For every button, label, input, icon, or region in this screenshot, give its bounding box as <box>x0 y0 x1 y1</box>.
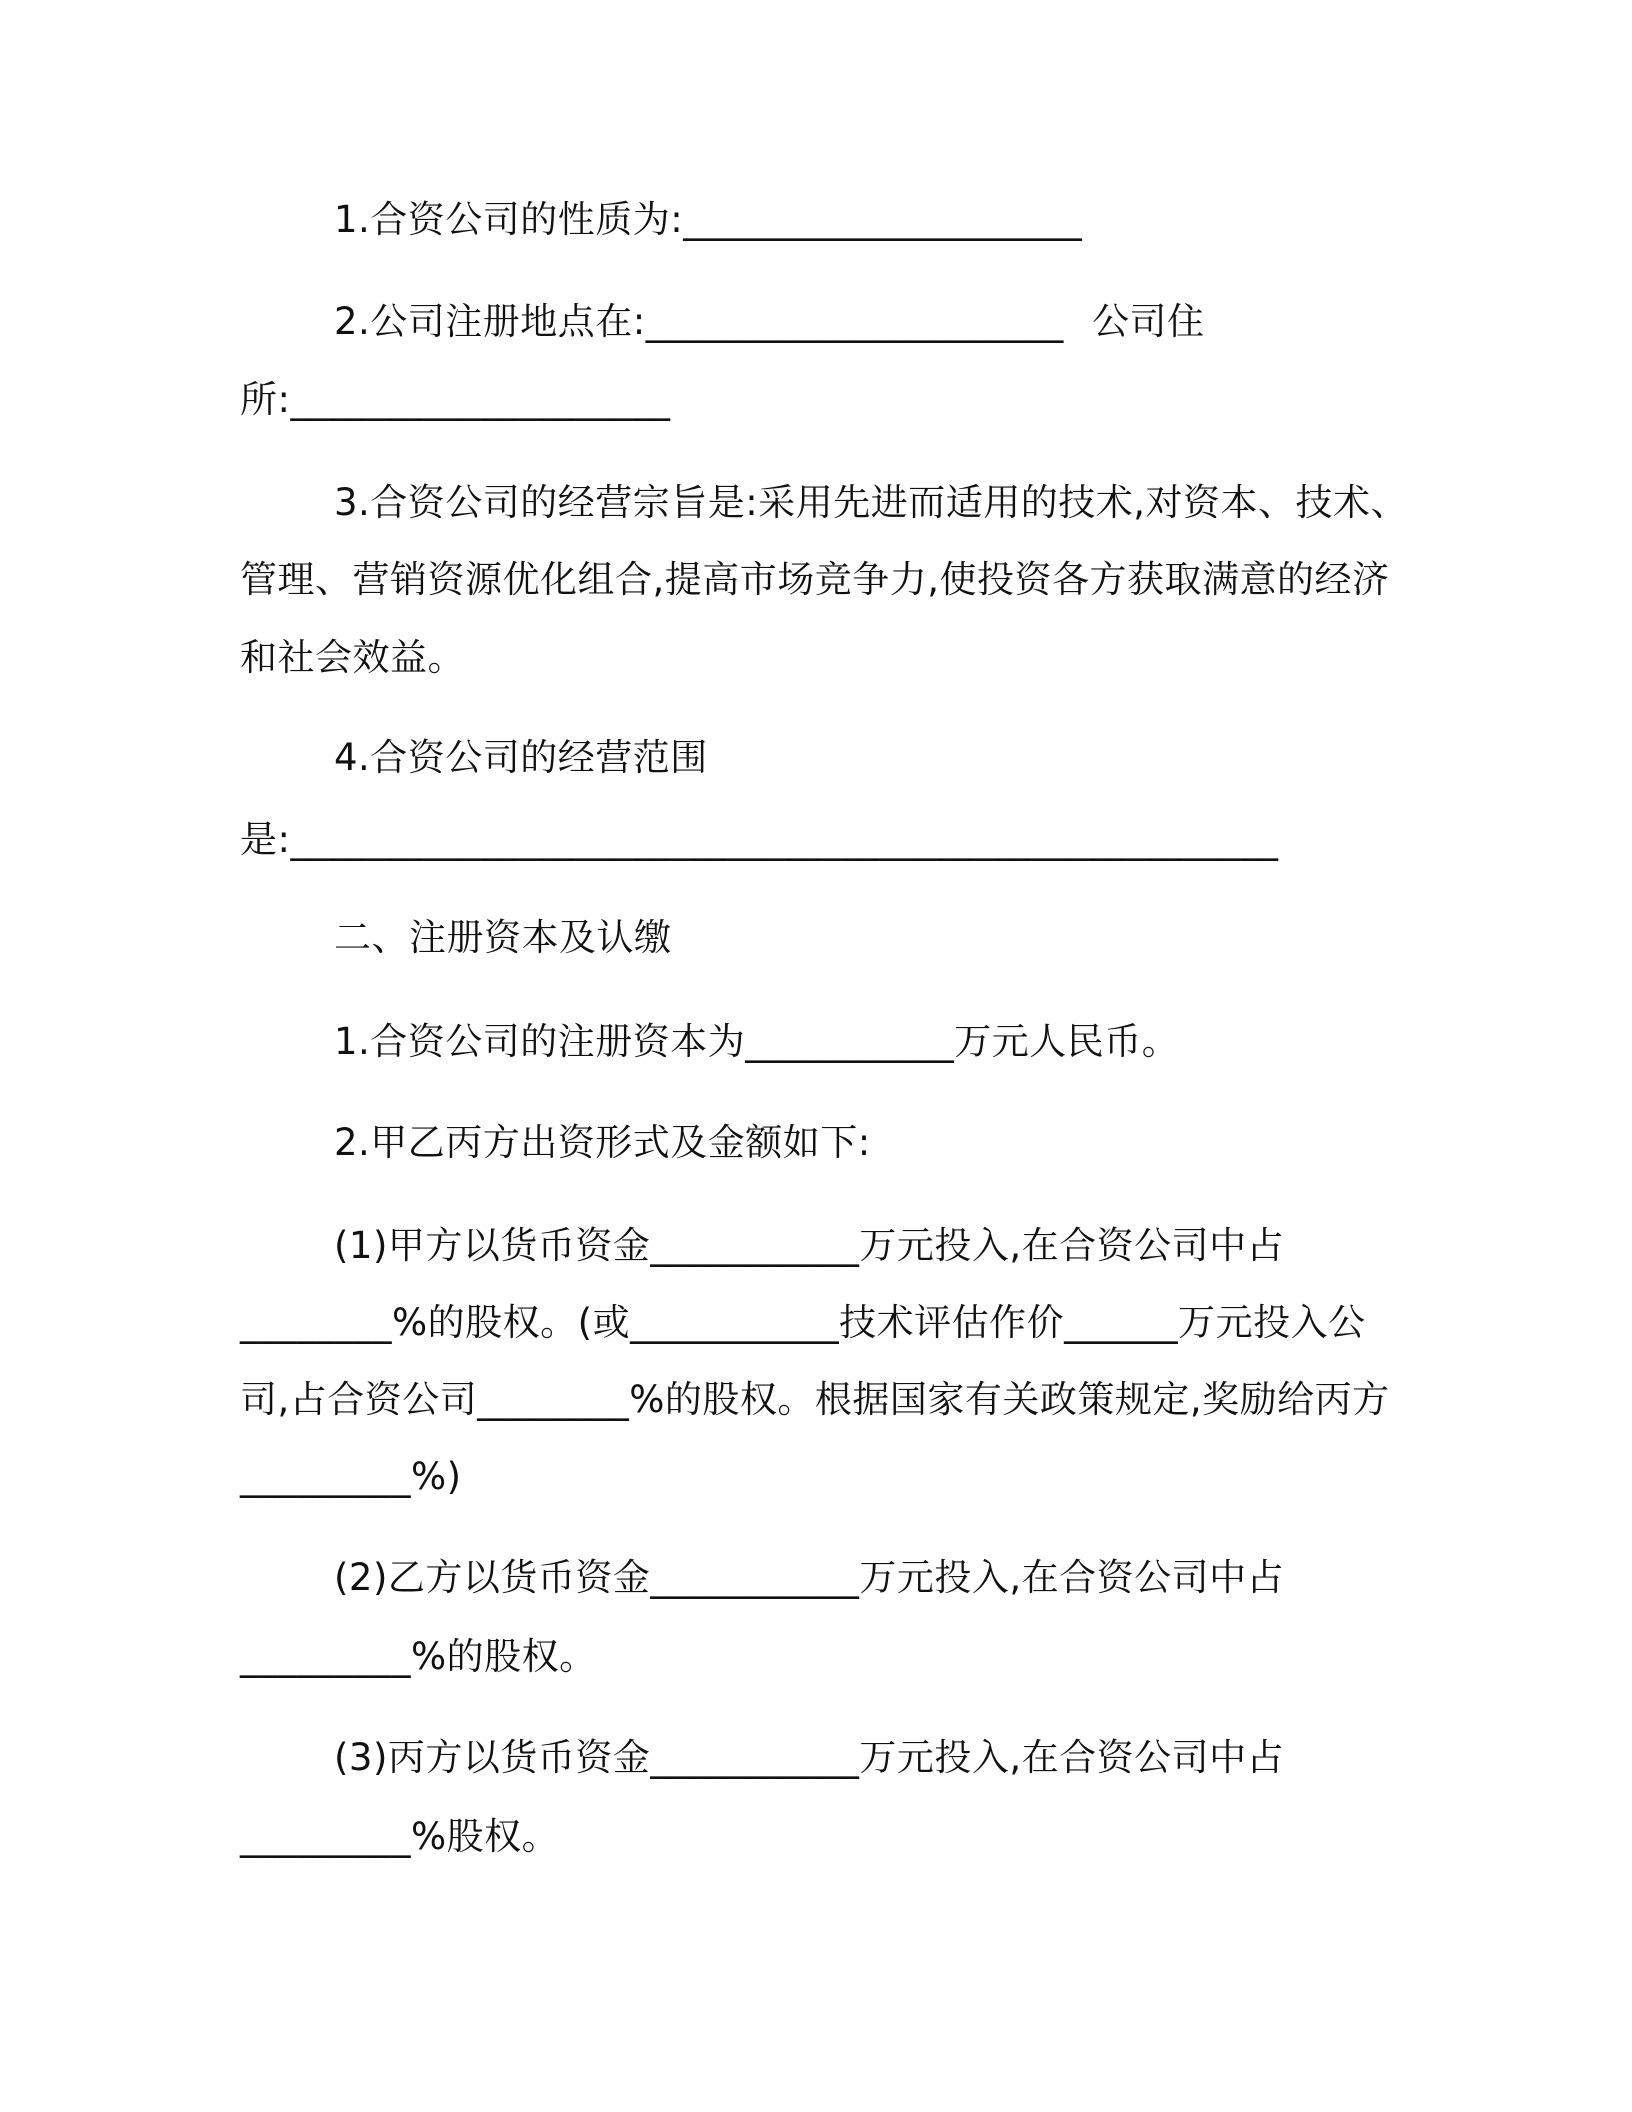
party-c-line-1: (3)丙方以货币资金___________万元投入,在合资公司中占 <box>334 1736 1285 1779</box>
party-c-line-2: _________%股权。 <box>240 1815 560 1858</box>
capital-clause-2: 2.甲乙丙方出资形式及金额如下: <box>334 1121 871 1164</box>
party-a-line-2: ________%的股权。(或___________技术评估作价______万元投入公 <box>240 1301 1366 1344</box>
capital-clause-1: 1.合资公司的注册资本为___________万元人民币。 <box>334 1020 1180 1063</box>
party-b-line-2: _________%的股权。 <box>240 1635 597 1678</box>
clause-2-registration-place: 2.公司注册地点在:______________________ <box>334 300 1064 343</box>
clause-4-scope-blank: 是:____________________________________________________ <box>240 818 1279 861</box>
clause-4-scope-label: 4.合资公司的经营范围 <box>334 736 708 779</box>
clause-3-purpose-line-3: 和社会效益。 <box>240 636 465 679</box>
party-a-line-3: 司,占合资公司________%的股权。根据国家有关政策规定,奖励给丙方 <box>240 1378 1390 1421</box>
party-a-line-4: _________%) <box>240 1455 462 1498</box>
clause-2-address-start: 公司住 <box>1092 300 1205 343</box>
clause-3-purpose-line-2: 管理、营销资源优化组合,提高市场竞争力,使投资各方获取满意的经济 <box>240 558 1390 601</box>
party-a-line-1: (1)甲方以货币资金___________万元投入,在合资公司中占 <box>334 1224 1285 1267</box>
section-2-heading: 二、注册资本及认缴 <box>334 916 672 959</box>
party-b-line-1: (2)乙方以货币资金___________万元投入,在合资公司中占 <box>334 1556 1285 1599</box>
clause-1-nature: 1.合资公司的性质为:_____________________ <box>334 198 1083 241</box>
clause-3-purpose-line-1: 3.合资公司的经营宗旨是:采用先进而适用的技术,对资本、技术、 <box>334 481 1409 524</box>
clause-2-address: 所:____________________ <box>240 378 671 421</box>
